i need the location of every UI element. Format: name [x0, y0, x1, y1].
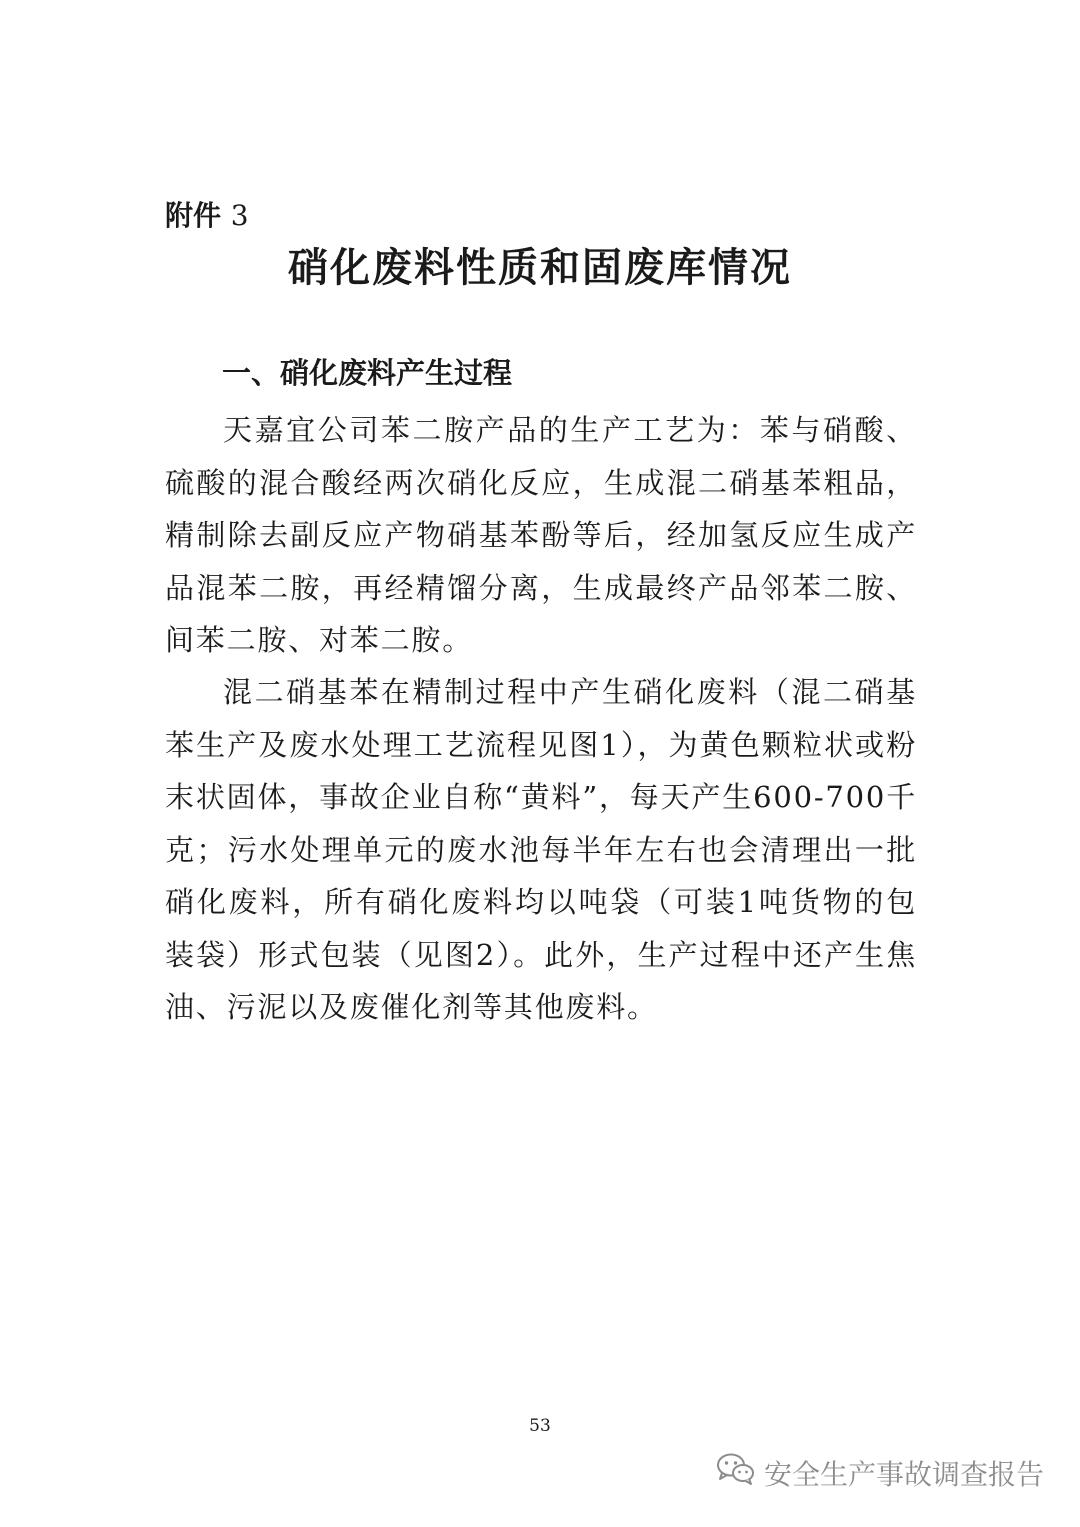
paragraph-process: 天嘉宜公司苯二胺产品的生产工艺为：苯与硝酸、硫酸的混合酸经两次硝化反应，生成混二硝基苯粗品，精制除去副反应产物硝基苯酚等后，经加氢反应生成产品混苯二胺，再经精馏分离，生成最终产品邻苯二胺、间苯二胺、对苯二胺。 — [165, 413, 917, 657]
wechat-icon — [716, 1452, 756, 1497]
annex-number: 3 — [230, 199, 249, 232]
paragraph-waste: 混二硝基苯在精制过程中产生硝化废料（混二硝基苯生产及废水处理工艺流程见图1），为黄色颗粒状或粉末状固体，事故企业自称“黄料”，每天产生600-700千克；污水处理单元的废水池每半年左右也会清理出一批硝化废料，所有硝化废料均以吨袋（可装1吨货物的包装袋）形式包装（见图2）。此外，生产过程中还产生焦油、污泥以及废催化剂等其他废料。 — [165, 675, 917, 1024]
watermark — [716, 1452, 1044, 1497]
annex-label — [165, 196, 249, 236]
watermark-text: 安全生产事故调查报告 — [763, 1457, 1044, 1491]
page-number: 53 — [529, 1416, 551, 1436]
document-title: 硝化废料性质和固废库情况 — [288, 244, 792, 291]
annex-label-text: 附件 — [165, 199, 222, 232]
section-heading: 一、硝化废料产生过程 — [222, 356, 513, 390]
